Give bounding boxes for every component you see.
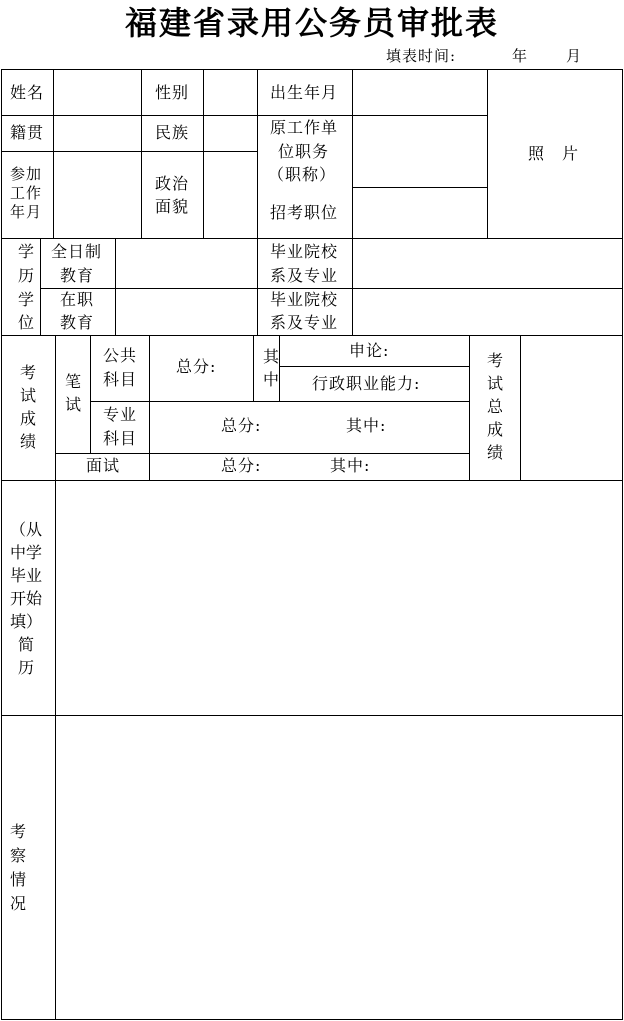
- resume-label-line3: 毕业: [10, 566, 43, 585]
- exam-score-label-char2: 试: [20, 386, 37, 405]
- exam-total-label-char3: 总: [487, 397, 504, 416]
- professional-subject-label-line2: 科目: [103, 429, 138, 448]
- inspection-label-char2: 察: [10, 846, 27, 865]
- exam-score-label-char3: 成: [20, 409, 37, 428]
- resume-label-line6: 简: [18, 635, 35, 654]
- resume-label-line7: 历: [18, 658, 35, 677]
- written-exam-label-char1: 笔: [65, 372, 82, 391]
- interview-label: 面试: [86, 456, 121, 475]
- gender-label: 性别: [155, 83, 190, 102]
- inspection-label-char4: 况: [10, 894, 27, 913]
- inspection-label-char3: 情: [10, 870, 27, 889]
- join-work-label-line1: 参加: [10, 165, 43, 183]
- of-which-label-char2: 中: [263, 370, 280, 389]
- of-which-label-char1: 其: [263, 347, 280, 366]
- month-label: 月: [566, 47, 583, 65]
- fill-time-label: 填表时间:: [386, 47, 457, 65]
- admin-ability-label: 行政职业能力:: [312, 374, 421, 393]
- resume-label-line4: 开始: [10, 589, 43, 608]
- professional-subject-total-label: 总分:: [221, 416, 262, 435]
- grad-school-label-1-line1: 毕业院校: [270, 242, 339, 261]
- exam-score-label-char4: 绩: [20, 432, 37, 451]
- education-label-char1: 学: [18, 242, 36, 261]
- resume-label-line1: （从: [10, 520, 43, 539]
- full-time-label-line1: 全日制: [51, 242, 103, 261]
- professional-subject-of-which-label: 其中:: [346, 416, 387, 435]
- exam-total-label-char2: 试: [487, 374, 504, 393]
- native-place-label: 籍贯: [10, 123, 45, 142]
- grad-school-label-2-line2: 系及专业: [270, 313, 339, 332]
- original-job-label-line3: （职称）: [268, 165, 337, 184]
- ethnicity-label: 民族: [155, 123, 190, 142]
- degree-label-char2: 位: [18, 313, 36, 332]
- political-status-label-line1: 政治: [155, 174, 190, 193]
- grad-school-label-2-line1: 毕业院校: [270, 290, 339, 309]
- education-label-char2: 历: [18, 266, 36, 285]
- applied-post-label: 招考职位: [270, 203, 339, 222]
- page-title: 福建省录用公务员审批表: [124, 4, 499, 42]
- professional-subject-label-line1: 专业: [103, 405, 138, 424]
- original-job-label-line2: 位职务: [278, 142, 330, 161]
- exam-total-label-char4: 成: [487, 420, 504, 439]
- inspection-label-char1: 考: [10, 822, 27, 841]
- year-label: 年: [512, 47, 529, 65]
- resume-label-line2: 中学: [10, 543, 43, 562]
- join-work-label-line2: 工作: [10, 184, 43, 202]
- degree-label-char1: 学: [18, 290, 36, 309]
- public-subject-total-label: 总分:: [176, 357, 217, 376]
- public-subject-label-line2: 科目: [103, 370, 138, 389]
- public-subject-label-line1: 公共: [103, 346, 138, 365]
- exam-score-label-char1: 考: [20, 363, 37, 382]
- resume-label-line5: 填）: [10, 612, 43, 631]
- in-service-label-line2: 教育: [60, 313, 95, 332]
- full-time-label-line2: 教育: [60, 266, 95, 285]
- political-status-label-line2: 面貌: [155, 197, 190, 216]
- join-work-label-line3: 年月: [10, 203, 43, 221]
- in-service-label-line1: 在职: [60, 290, 95, 309]
- written-exam-label-char2: 试: [65, 395, 82, 414]
- photo-placeholder-label: 照 片: [528, 144, 580, 163]
- exam-total-label-char1: 考: [487, 351, 504, 370]
- exam-total-label-char5: 绩: [487, 443, 504, 462]
- birth-date-label: 出生年月: [270, 83, 339, 102]
- grad-school-label-1-line2: 系及专业: [270, 266, 339, 285]
- name-label: 姓名: [10, 83, 45, 102]
- original-job-label-line1: 原工作单: [270, 118, 339, 137]
- interview-total-label: 总分:: [221, 456, 262, 475]
- interview-of-which-label: 其中:: [330, 456, 371, 475]
- shenlun-label: 申论:: [349, 341, 390, 360]
